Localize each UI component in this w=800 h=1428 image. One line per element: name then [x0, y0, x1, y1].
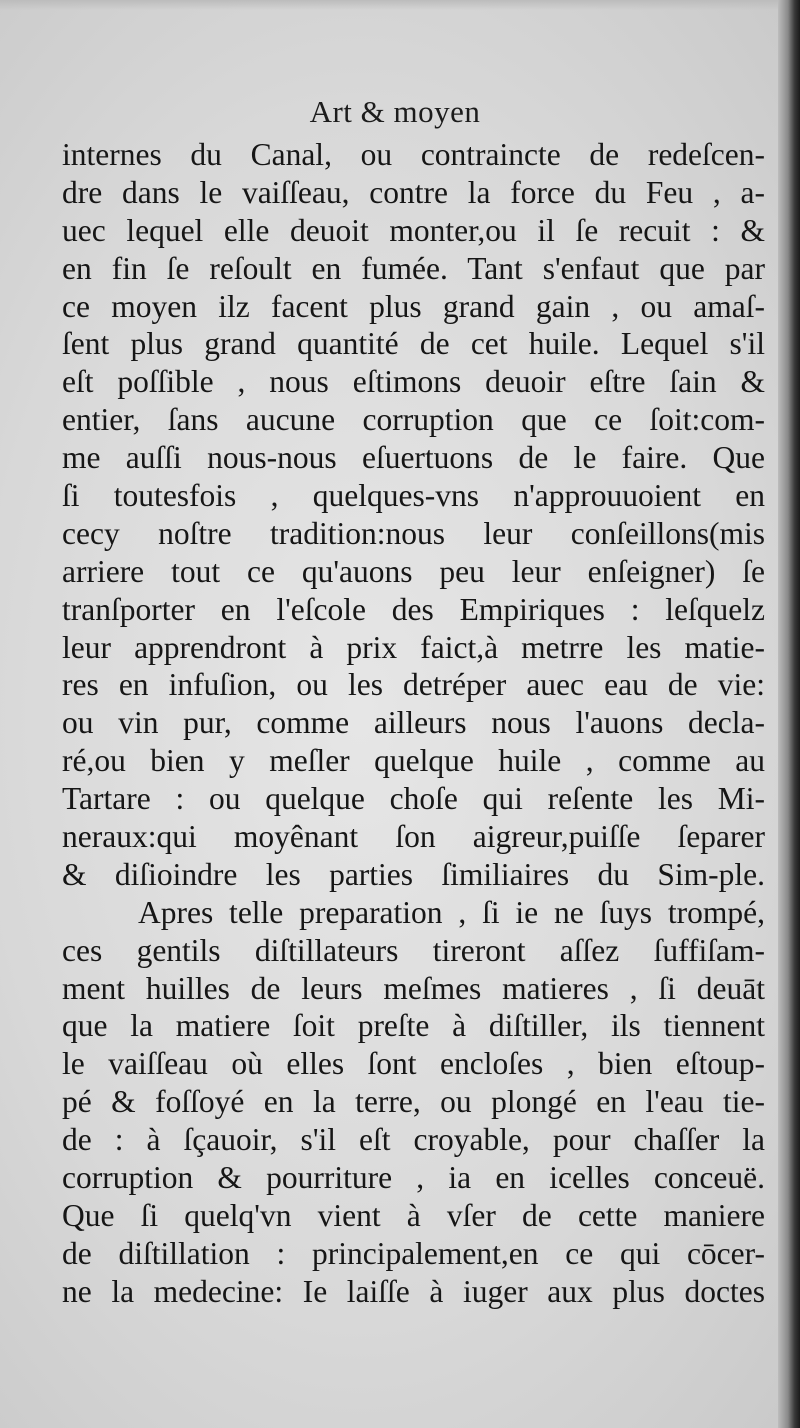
page-top-shadow — [0, 0, 800, 10]
text-line: pé & foſſoyé en la terre, ou plongé en l'eau tie- — [62, 1084, 765, 1120]
text-line: le vaiſſeau où elles ſont encloſes , bien eſtoup- — [62, 1046, 765, 1082]
text-line: de diſtillation : principalement,en ce qui cōcer- — [62, 1235, 765, 1271]
text-line: res en infuſion, ou les detréper auec eau de vie: — [62, 667, 765, 703]
text-line: ment huilles de leurs meſmes matieres , ſi deuāt — [62, 970, 765, 1006]
text-line: en fin ſe reſoult en fumée. Tant s'enfaut que par — [62, 250, 765, 286]
text-line: arriere tout ce qu'auons peu leur enſeigner) ſe — [62, 553, 765, 589]
text-line: ce moyen ilz facent plus grand gain , ou amaſ- — [62, 288, 765, 324]
body-text — [62, 136, 765, 1311]
text-line: me auſſi nous-nous eſuertuons de le faire. Que — [62, 440, 765, 476]
text-line: que la matiere ſoit preſte à diſtiller, ils tiennent — [62, 1008, 765, 1044]
text-line: ces gentils diſtillateurs tireront aſſez ſuffiſam- — [62, 932, 765, 968]
text-line: corruption & pourriture , ia en icelles conceuë. — [62, 1160, 765, 1196]
text-line: uec lequel elle deuoit monter,ou il ſe recuit : & — [62, 212, 765, 248]
text-line: ne la medecine: Ie laiſſe à iuger aux plus doctes — [62, 1273, 765, 1309]
text-line: neraux:qui moyênant ſon aigreur,puiſſe ſeparer — [62, 819, 765, 855]
text-line: ſent plus grand quantité de cet huile. Lequel s'il — [62, 326, 765, 362]
text-line: de : à ſçauoir, s'il eſt croyable, pour chaſſer la — [62, 1122, 765, 1158]
page-gutter-shadow — [778, 0, 800, 1428]
running-head: Art & moyen — [309, 94, 481, 129]
text-line: & diſioindre les parties ſimiliaires du Sim-ple. — [62, 856, 765, 892]
text-line: eſt poſſible , nous eſtimons deuoir eſtre ſain & — [62, 364, 765, 400]
text-line: Apres telle preparation , ſi ie ne ſuys trompé, — [138, 894, 765, 930]
text-line: cecy noſtre tradition:nous leur conſeillons(mis — [62, 515, 765, 551]
text-line: internes du Canal, ou contraincte de redeſcen- — [62, 137, 765, 172]
text-line: dre dans le vaiſſeau, contre la force du Feu , a- — [62, 174, 765, 210]
text-line: entier, ſans aucune corruption que ce ſoit:com- — [62, 402, 765, 438]
text-line: ſi toutesfois , quelques-vns n'approuuoient en — [62, 478, 765, 514]
text-line: ou vin pur, comme ailleurs nous l'auons decla- — [62, 705, 765, 741]
text-line: Que ſi quelq'vn vient à vſer de cette maniere — [62, 1197, 765, 1233]
text-line: tranſporter en l'eſcole des Empiriques : leſquelz — [62, 591, 765, 627]
text-line: Tartare : ou quelque choſe qui reſente les Mi- — [62, 781, 765, 817]
text-line: leur apprendront à prix faict,à metrre les matie- — [62, 629, 765, 665]
text-line: ré,ou bien y meſler quelque huile , comme au — [62, 743, 765, 779]
